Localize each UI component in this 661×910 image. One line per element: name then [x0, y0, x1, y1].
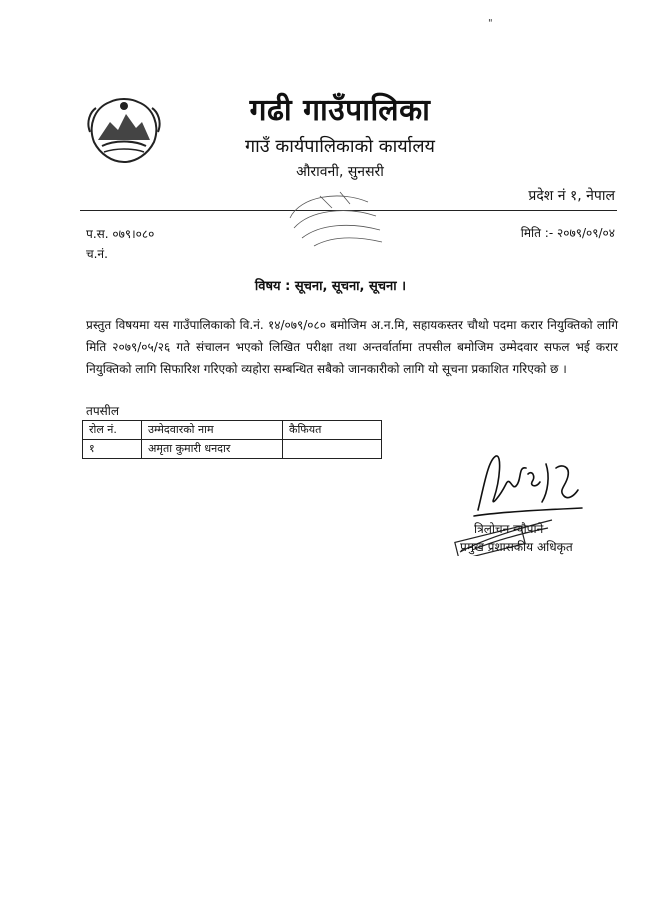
office-subtitle: गाउँ कार्यपालिकाको कार्यालय — [245, 136, 435, 157]
table-header-row — [83, 421, 382, 440]
candidate-table — [82, 420, 382, 459]
officer-name: त्रिलोचन न्यौपाने — [474, 522, 544, 536]
handwritten-signature-icon — [470, 446, 590, 526]
subject-line: विषय : सूचना, सूचना, सूचना । — [254, 279, 407, 294]
dispatch-number: च.नं. — [86, 247, 108, 261]
cell-candidate-name: अमृता कुमारी धनदार — [142, 440, 283, 459]
page-mark: " — [488, 18, 493, 29]
office-location: औरावनी, सुनसरी — [296, 164, 384, 180]
letter-number: प.स. ०७९।०८० — [86, 227, 155, 241]
province-text: प्रदेश नं १, नेपाल — [528, 188, 615, 204]
letter-date: मिति :- २०७९/०९/०४ — [520, 226, 615, 240]
table-row — [83, 440, 382, 459]
details-label: तपसील — [86, 404, 120, 418]
cell-remarks — [283, 440, 382, 459]
header-remarks: कैफियत — [283, 421, 382, 440]
dispatch-stamp-icon — [280, 188, 390, 254]
reference-block — [86, 224, 154, 264]
officer-title: प्रमुख प्रशासकीय अधिकृत — [460, 540, 573, 554]
header-roll-number: रोल नं. — [83, 421, 142, 440]
page-title: गढी गाउँपालिका — [249, 93, 431, 128]
notice-body: प्रस्तुत विषयमा यस गाउँपालिकाको वि.नं. १४/०७९/०८० बमोजिम अ.न.मि, सहायकस्तर चौथो पदमा करार नियुक्तिको लागि मिति २०७९/०५/२६ गते संचालन भएको लिखित परीक्षा तथा अन्तर्वार्तामा तपसील बमोजिम उम्मेदवार सफल भई करार नियुक्तिको लागि सिफारिश गरिएको व्यहोरा सम्बन्धित सबैको जानकारीको लागि यो सूचना प्रकाशित गरिएको छ । — [86, 318, 618, 376]
header-candidate-name: उम्मेदवारको नाम — [142, 421, 283, 440]
cell-roll-number: १ — [83, 440, 142, 459]
